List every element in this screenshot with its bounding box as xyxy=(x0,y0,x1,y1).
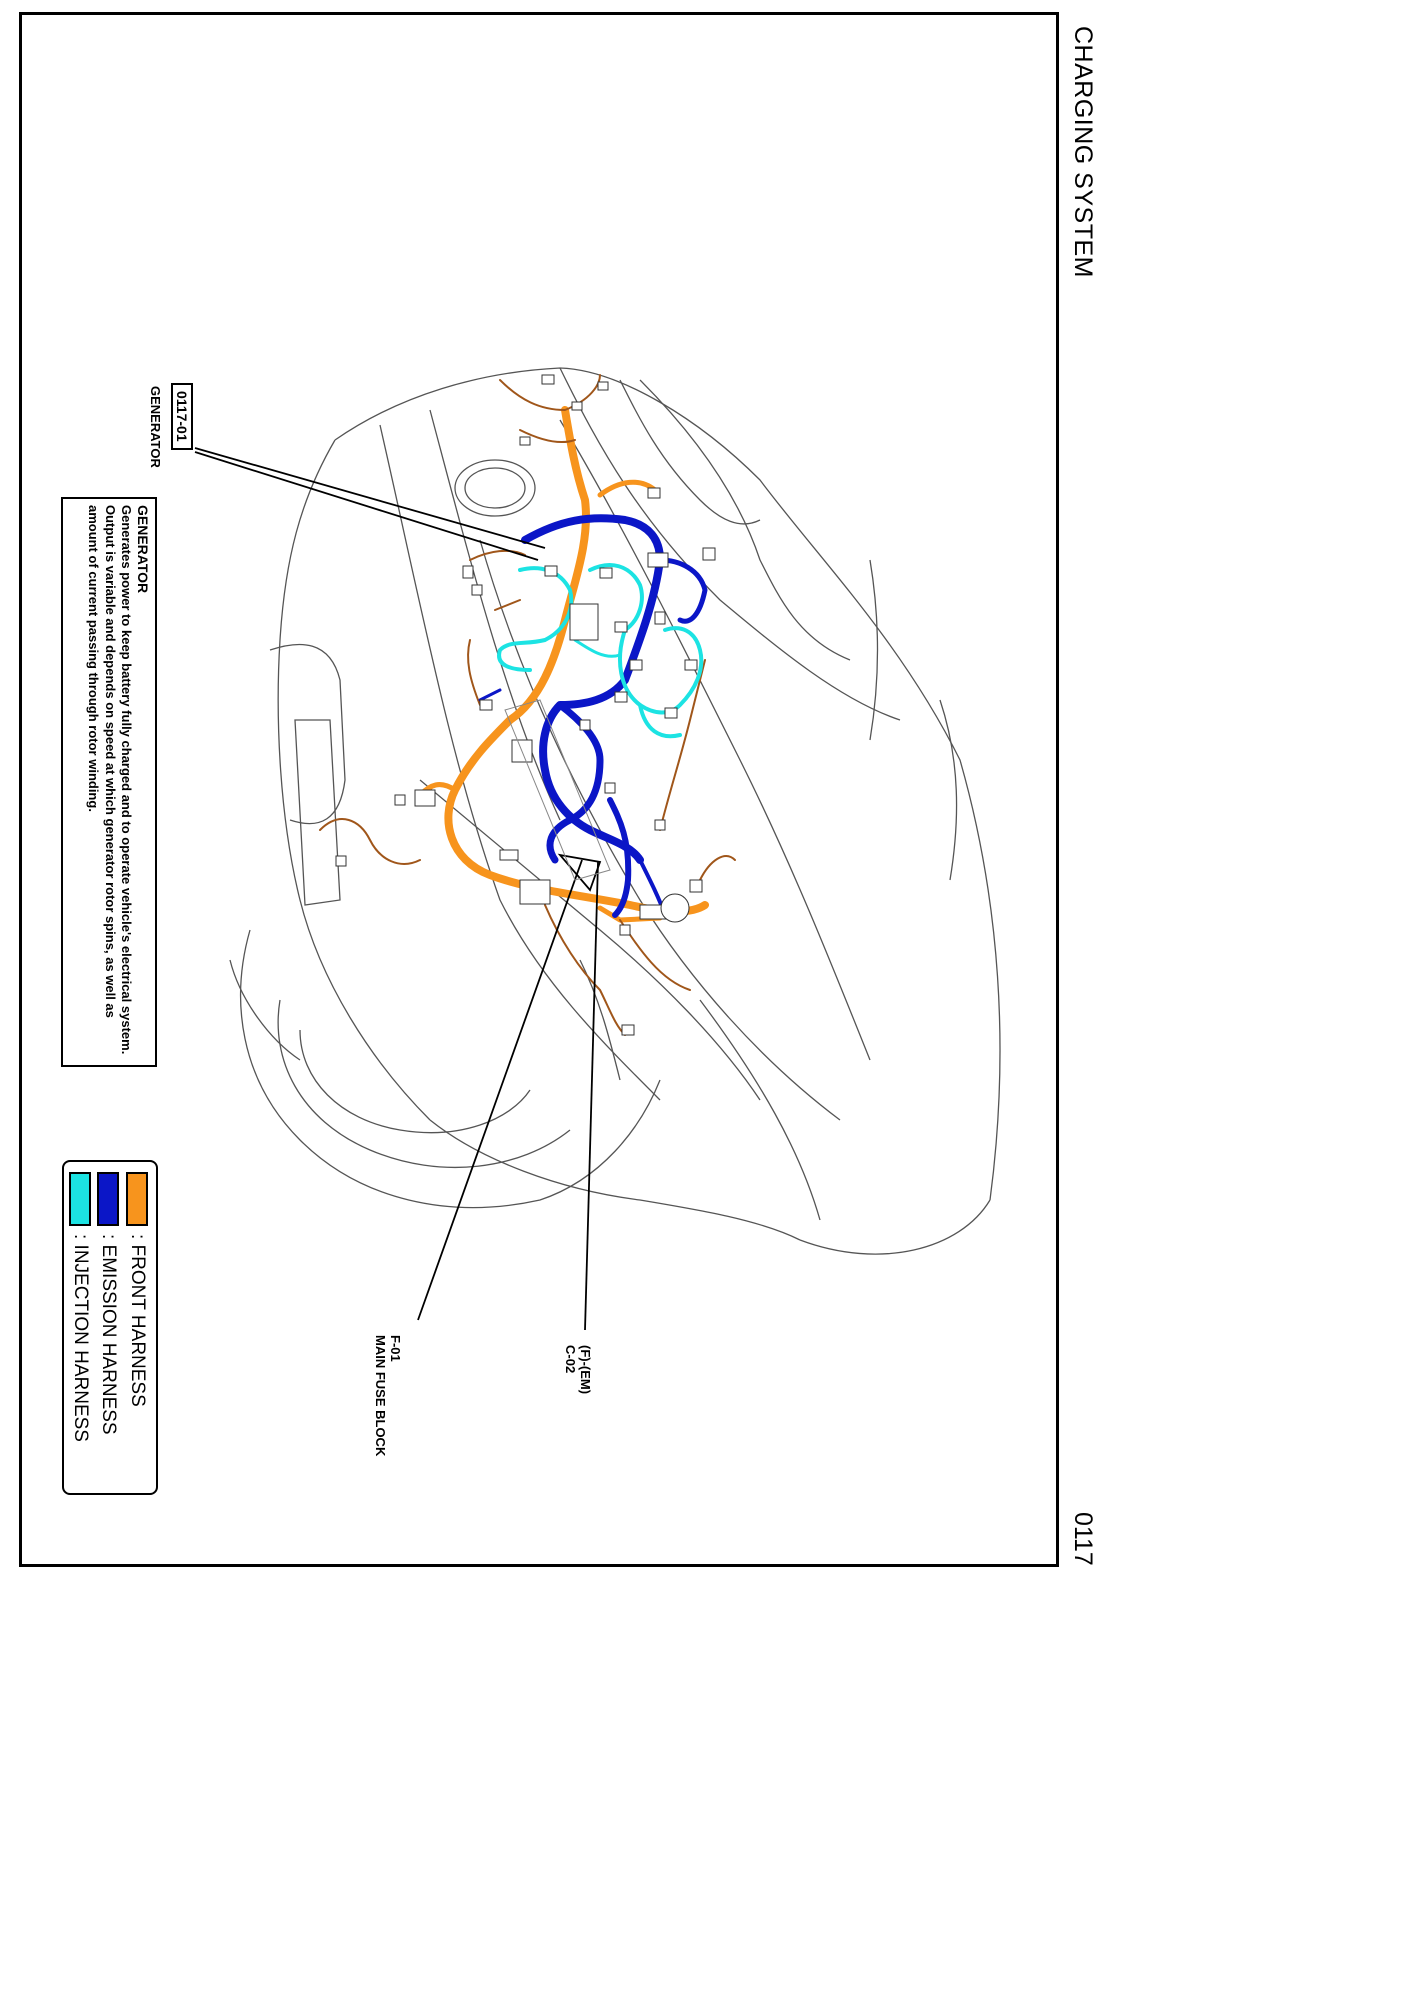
generator-description-box xyxy=(61,497,157,1067)
callout-label: MAIN FUSE BLOCK xyxy=(373,1335,388,1457)
description-text: Generates power to keep battery fully charged and to operate vehicle's electrical system. Output is variable and depends on speed at which generator rotor spins, as well as amount of current passing through rotor winding. xyxy=(86,505,135,1055)
legend-swatch xyxy=(69,1172,91,1226)
legend-item-emission xyxy=(95,1172,121,1435)
callout-code: (F)-(EM) xyxy=(578,1345,593,1395)
callout-connector-c02 xyxy=(563,1345,593,1394)
legend-label: : EMISSION HARNESS xyxy=(98,1234,119,1435)
legend-label: : FRONT HARNESS xyxy=(127,1234,148,1407)
callout-label: C-02 xyxy=(563,1345,578,1374)
legend-swatch xyxy=(126,1172,148,1226)
description-title: GENERATOR xyxy=(135,505,151,594)
legend-swatch xyxy=(97,1172,119,1226)
page-title: CHARGING SYSTEM xyxy=(1069,26,1097,278)
generator-code-label: 0117-01 xyxy=(171,383,193,450)
legend-item-front xyxy=(124,1172,150,1407)
callout-code: F-01 xyxy=(388,1335,403,1362)
legend-label: : INJECTION HARNESS xyxy=(70,1234,91,1442)
callout-main-fuse-block xyxy=(373,1335,403,1456)
harness-routing xyxy=(320,375,735,1035)
generator-name-label: GENERATOR xyxy=(148,386,163,468)
harness-legend xyxy=(62,1160,158,1495)
page-number: 0117 xyxy=(1069,1512,1097,1566)
legend-item-injection xyxy=(67,1172,93,1442)
